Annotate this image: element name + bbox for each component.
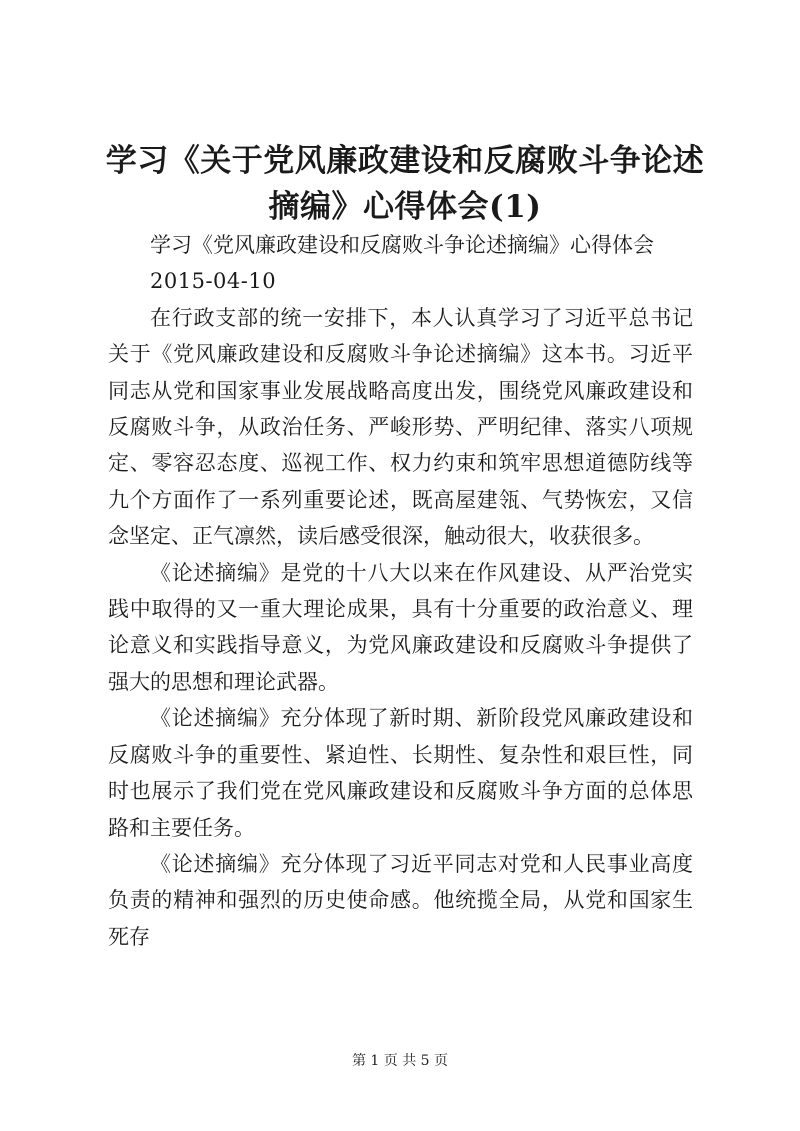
document-subtitle: 学习《党风廉政建设和反腐败斗争论述摘编》心得体会: [150, 233, 654, 257]
paragraph: 在行政支部的统一安排下，本人认真学习了习近平总书记关于《党风廉政建设和反腐败斗争论述摘编》这本书。习近平同志从党和国家事业发展战略高度出发，围绕党风廉政建设和反腐败斗争，从政治任务、严峻形势、严明纪律、落实八项规定、零容忍态度、巡视工作、权力约束和筑牢思想道德防线等九个方面作了一系列重要论述，既高屋建瓴、气势恢宏，又信念坚定、正气凛然，读后感受很深，触动很大，收获很多。: [108, 305, 693, 549]
paragraph: 《论述摘编》充分体现了新时期、新阶段党风廉政建设和反腐败斗争的重要性、紧迫性、长期性、复杂性和艰巨性，同时也展示了我们党在党风廉政建设和反腐败斗争方面的总体思路和主要任务。: [108, 706, 693, 840]
page-footer: 第 1 页 共 5 页: [351, 1053, 449, 1069]
paragraph: 《论述摘编》是党的十八大以来在作风建设、从严治党实践中取得的又一重大理论成果，具有十分重要的政治意义、理论意义和实践指导意义，为党风廉政建设和反腐败斗争提供了强大的思想和理论武器。: [108, 560, 693, 694]
paragraph: 《论述摘编》充分体现了习近平同志对党和人民事业高度负责的精神和强烈的历史使命感。他统揽全局，从党和国家生死存: [108, 851, 693, 949]
document-body: [108, 227, 693, 955]
document-title: 学习《关于党风廉政建设和反腐败斗争论述摘编》心得体会(1): [105, 143, 705, 225]
document-date: 2015-04-10: [150, 269, 277, 294]
